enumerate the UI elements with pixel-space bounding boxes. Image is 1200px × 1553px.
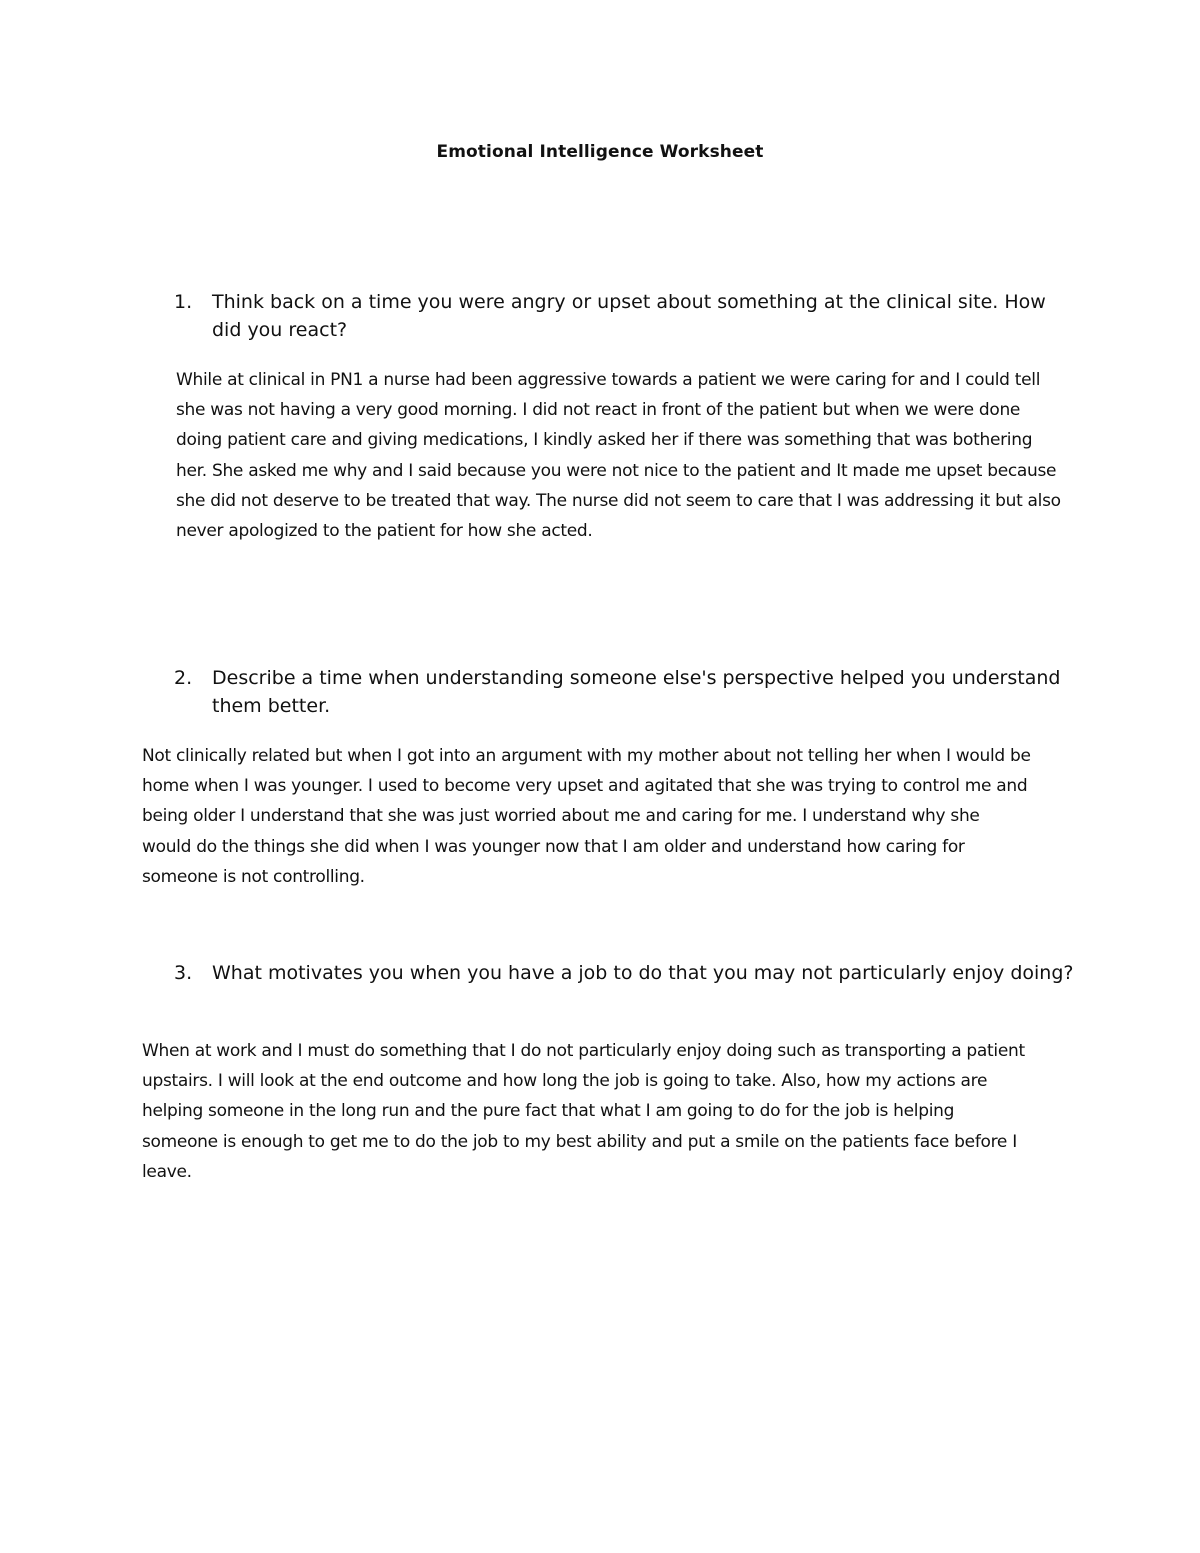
question-number: 1.	[174, 291, 193, 313]
answer-2: Not clinically related but when I got into an argument with my mother about not telling her when I would be home when I was younger. I used to become very upset and agitated that she was trying to control me and being older I understand that she was just worried about me and caring for me. I understand why she would do the things she did when I was younger now that I am older and understand how caring for someone is not controlling.	[142, 746, 1031, 887]
question-3	[174, 959, 1074, 987]
question-1	[174, 288, 1074, 344]
question-text: Think back on a time you were angry or upset about something at the clinical site. How did you react?	[212, 291, 1046, 341]
question-text: What motivates you when you have a job to do that you may not particularly enjoy doing?	[212, 962, 1074, 984]
question-number: 3.	[174, 962, 193, 984]
answer-1: While at clinical in PN1 a nurse had been aggressive towards a patient we were caring for and I could tell she was not having a very good morning. I did not react in front of the patient but when we were done doing patient care and giving medications, I kindly asked her if there was something that was bothering her. She asked me why and I said because you were not nice to the patient and It made me upset because she did not deserve to be treated that way. The nurse did not seem to care that I was addressing it but also never apologized to the patient for how she acted.	[176, 370, 1061, 542]
question-text: Describe a time when understanding someone else's perspective helped you understand them better.	[212, 667, 1061, 717]
question-number: 2.	[174, 667, 193, 689]
answer-3: When at work and I must do something that I do not particularly enjoy doing such as transporting a patient upstairs. I will look at the end outcome and how long the job is going to take. Also, how my actions are helping someone in the long run and the pure fact that what I am going to do for the job is helping someone is enough to get me to do the job to my best ability and put a smile on the patients face before I leave.	[142, 1041, 1025, 1182]
question-2	[174, 664, 1074, 720]
document-title: Emotional Intelligence Worksheet	[436, 142, 764, 162]
